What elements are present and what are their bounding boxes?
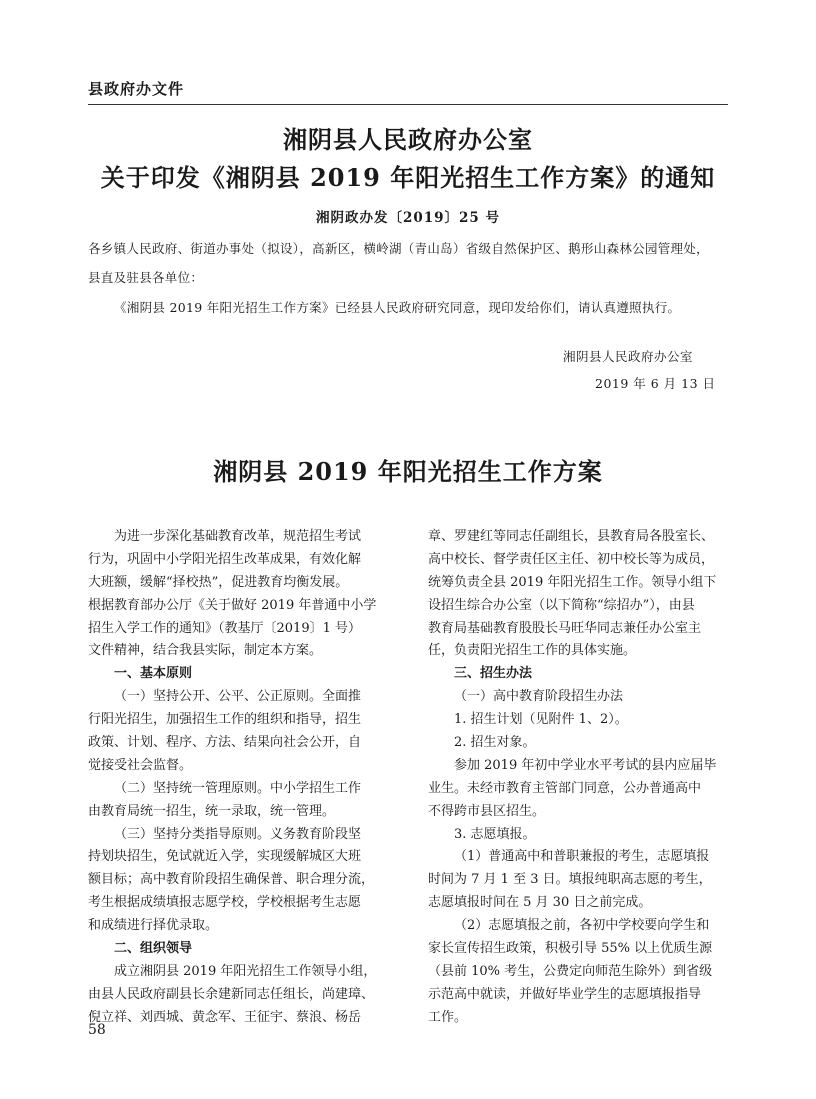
paragraph-line: 行阳光招生，加强招生工作的组织和指导，招生: [88, 712, 362, 728]
paragraph-line: （二）坚持统一管理原则。中小学招生工作: [114, 780, 362, 796]
paragraph-line: 由县人民政府副县长余建新同志任组长，尚建璋、: [88, 986, 375, 1002]
paragraph-line: 考生根据成绩填报志愿学校，学校根据考生志愿: [88, 895, 362, 911]
paragraph-line: 时间为 7 月 1 至 3 日。填报纯职高志愿的考生，: [428, 872, 712, 888]
paragraph-line: 成立湘阴县 2019 年阳光招生工作领导小组，: [114, 963, 377, 979]
paragraph-line: 高中校长、督学责任区主任、初中校长等为成员，: [428, 551, 715, 567]
paragraph-line: 政策、计划、程序、方法、结果向社会公开，自: [88, 735, 362, 751]
paragraph-line: 和成绩进行择优录取。: [88, 918, 219, 934]
section-label: 县政府办文件: [88, 80, 185, 98]
paragraph-line: 持划块招生，免试就近入学，实现缓解城区大班: [88, 849, 362, 865]
paragraph-line: 不得跨市县区招生。: [428, 803, 546, 819]
signature-date: 2019 年 6 月 13 日: [595, 376, 716, 391]
paragraph-line: 教育局基础教育股股长马旺华同志兼任办公室主: [428, 620, 702, 636]
paragraph-line: 示范高中就读，并做好毕业学生的志愿填报指导: [428, 986, 702, 1002]
paragraph-line: 参加 2019 年初中学业水平考试的县内应届毕: [454, 757, 717, 773]
right-column: [428, 526, 728, 1030]
notice-title-line-1: 湘阴县人民政府办公室: [283, 125, 533, 154]
document-number: 湘阴政办发〔2019〕25 号: [315, 210, 501, 226]
plan-title: 湘阴县 2019 年阳光招生工作方案: [213, 457, 603, 486]
item-heading: 3. 志愿填报。: [454, 826, 536, 842]
subsection-heading: （一）高中教育阶段招生办法: [454, 689, 624, 705]
page-number: 58: [88, 1022, 106, 1038]
paragraph-line: 工作。: [428, 1009, 468, 1025]
item-heading: 2. 招生对象。: [454, 735, 536, 751]
recipients-line-1: 各乡镇人民政府、街道办事处（拟设），高新区，横岭湖（青山岛）省级自然保护区、鹅形山森林公园管理处，: [88, 241, 709, 256]
paragraph-line: （2）志愿填报之前，各初中学校要向学生和: [454, 918, 710, 934]
paragraph-line: （1）普通高中和普职兼报的考生，志愿填报: [454, 849, 710, 865]
section-heading-enrollment-methods: 三、招生办法: [454, 666, 533, 682]
paragraph-line: 志愿填报时间在 5 月 30 日之前完成。: [428, 895, 652, 911]
section-heading-basic-principles: 一、基本原则: [114, 666, 193, 682]
paragraph-line: 由教育局统一招生，统一录取，统一管理。: [88, 803, 336, 819]
section-heading-organization: 二、组织领导: [114, 941, 193, 957]
paragraph-line: 额目标；高中教育阶段招生确保普、职合理分流，: [88, 872, 375, 888]
paragraph-line: 觉接受社会监督。: [88, 757, 193, 773]
paragraph-line: 设招生综合办公室（以下简称“综招办”），由县: [428, 597, 695, 613]
paragraph-line: 文件精神，结合我县实际，制定本方案。: [88, 643, 323, 659]
paragraph-line: 章、罗建红等同志任副组长，县教育局各股室长、: [428, 529, 715, 544]
paragraph-line: 倪立祥、刘西城、黄念军、王征宇、蔡浪、杨岳: [88, 1009, 362, 1025]
paragraph-line: （县前 10% 考生，公费定向师范生除外）到省级: [428, 963, 713, 979]
notice-title-line-2: 关于印发《湘阴县 2019 年阳光招生工作方案》的通知: [100, 163, 716, 192]
item-heading: 1. 招生计划（见附件 1、2）。: [454, 712, 628, 728]
left-column: [88, 526, 388, 1030]
header-divider: [88, 104, 728, 105]
paragraph-line: 家长宣传招生政策，积极引导 55% 以上优质生源: [428, 941, 713, 957]
paragraph-line: 根据教育部办公厅《关于做好 2019 年普通中小学: [88, 597, 377, 613]
paragraph-line: （三）坚持分类指导原则。义务教育阶段坚: [114, 826, 362, 842]
paragraph-line: 任，负责阳光招生工作的具体实施。: [428, 643, 637, 659]
paragraph-line: 招生入学工作的通知》（教基厅〔2019〕1 号）: [88, 620, 361, 636]
paragraph-line: （一）坚持公开、公平、公正原则。全面推: [114, 689, 362, 705]
paragraph-line: 为进一步深化基础教育改革，规范招生考试: [114, 529, 362, 544]
paragraph-line: 大班额，缓解“择校热”，促进教育均衡发展。: [88, 574, 349, 590]
signature-organization: 湘阴县人民政府办公室: [563, 349, 694, 364]
notice-body: 《湘阴县 2019 年阳光招生工作方案》已经县人民政府研究同意，现印发给你们，请认真遵照执行。: [114, 300, 681, 315]
paragraph-line: 业生。未经市教育主管部门同意，公办普通高中: [428, 780, 702, 796]
paragraph-line: 行为，巩固中小学阳光招生改革成果，有效化解: [88, 551, 362, 567]
paragraph-line: 统筹负责全县 2019 年阳光招生工作。领导小组下: [428, 574, 717, 590]
recipients-line-2: 县直及驻县各单位：: [88, 270, 204, 285]
